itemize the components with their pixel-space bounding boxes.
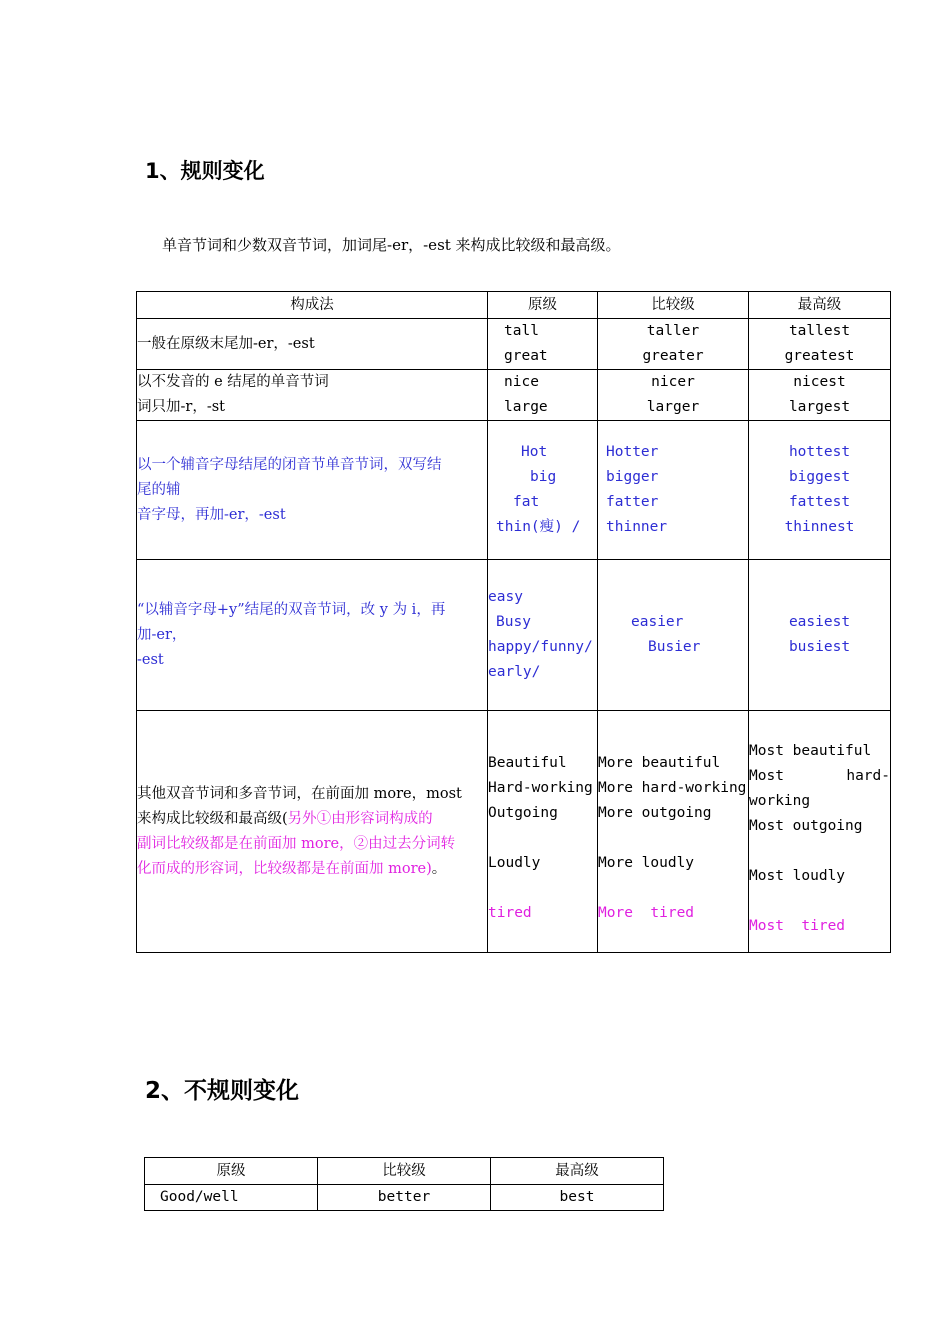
word: nice xyxy=(504,374,539,390)
rule-cell xyxy=(137,560,488,711)
rule-line: -est xyxy=(137,651,164,668)
header-positive: 原级 xyxy=(488,292,598,319)
section-2-heading: 2、不规则变化 xyxy=(145,1078,300,1104)
word: nicer xyxy=(651,374,695,390)
word: hard- xyxy=(846,767,890,784)
word: More beautiful xyxy=(598,755,721,771)
word: Loudly xyxy=(488,855,541,871)
word: easiest xyxy=(788,614,851,630)
comparative-cell xyxy=(598,370,749,421)
word: happy/funny/ xyxy=(488,639,593,655)
positive-cell: Good/well xyxy=(145,1185,318,1211)
comparative-cell xyxy=(598,319,749,370)
word-pair xyxy=(598,901,748,926)
word: taller xyxy=(646,323,700,339)
word: More xyxy=(598,905,633,921)
word-pair xyxy=(749,914,890,939)
header-rule: 构成法 xyxy=(137,292,488,319)
irregular-comparison-table xyxy=(144,1157,664,1211)
word: Hot xyxy=(521,444,548,460)
word: More hard-working xyxy=(598,780,747,796)
word: Hotter xyxy=(606,444,659,460)
superlative-cell xyxy=(749,421,891,560)
table-header-row xyxy=(145,1158,664,1185)
header-positive: 原级 xyxy=(145,1158,318,1185)
word: tired xyxy=(488,905,532,921)
regular-comparison-table xyxy=(136,291,891,953)
rule-text: 其他双音节词和多音节词，在前面加 more，most xyxy=(137,785,462,802)
comparative-cell: better xyxy=(318,1185,491,1211)
rule-note: 另外①由形容词构成的 xyxy=(287,810,433,827)
word: larger xyxy=(646,399,700,415)
word: easy xyxy=(488,589,523,605)
table-row xyxy=(137,711,891,953)
word: Most xyxy=(749,767,784,784)
word: greatest xyxy=(784,348,855,364)
rule-line: 词只加-r，-st xyxy=(137,399,225,415)
rule-line: “以辅音字母+y”结尾的双音节词，改 y 为 i，再 xyxy=(137,601,446,618)
header-comparative: 比较级 xyxy=(318,1158,491,1185)
rule-line: 加-er， xyxy=(137,626,187,643)
word: Outgoing xyxy=(488,805,558,821)
word: Beautiful xyxy=(488,755,567,771)
superlative-cell xyxy=(749,319,891,370)
word: Busy xyxy=(496,614,531,630)
rule-cell xyxy=(137,421,488,560)
word: Hard-working xyxy=(488,780,593,796)
table-row xyxy=(137,421,891,560)
word: More outgoing xyxy=(598,805,712,821)
section-1-heading: 1、规则变化 xyxy=(145,159,265,183)
table-header-row xyxy=(137,292,891,319)
word: largest xyxy=(788,399,851,415)
rule-cell: 一般在原级末尾加-er，-est xyxy=(137,319,488,370)
positive-cell xyxy=(488,421,598,560)
rule-line: 以不发音的 e 结尾的单音节词 xyxy=(137,374,329,390)
word: great xyxy=(504,348,548,364)
word: large xyxy=(504,399,548,415)
positive-cell xyxy=(488,319,598,370)
table-row xyxy=(137,560,891,711)
word: tallest xyxy=(788,323,851,339)
superlative-cell xyxy=(749,370,891,421)
rule-line: 音字母，再加-er，-est xyxy=(137,506,286,523)
positive-cell xyxy=(488,560,598,711)
word: fatter xyxy=(606,494,659,510)
header-superlative: 最高级 xyxy=(491,1158,664,1185)
rule-cell xyxy=(137,370,488,421)
rule-note: 副词比较级都是在前面加 more，②由过去分词转 xyxy=(137,835,456,852)
word: Most beautiful xyxy=(749,742,872,759)
word: Busier xyxy=(648,639,701,655)
superlative-cell xyxy=(749,711,891,953)
header-comparative: 比较级 xyxy=(598,292,749,319)
word: tired xyxy=(801,917,846,934)
positive-cell xyxy=(488,370,598,421)
word: greater xyxy=(642,348,704,364)
word: working xyxy=(749,792,811,809)
word: bigger xyxy=(606,469,659,485)
word: nicest xyxy=(793,374,846,390)
table-row xyxy=(137,319,891,370)
word: big xyxy=(530,469,557,485)
rule-note: 化而成的形容词，比较级都是在前面加 more) xyxy=(137,860,432,877)
word: biggest xyxy=(788,469,851,485)
rule-line: 以一个辅音字母结尾的闭音节单音节词，双写结 xyxy=(137,456,442,473)
rule-text: 。 xyxy=(431,860,447,877)
word: Most outgoing xyxy=(749,817,863,834)
word: More loudly xyxy=(598,855,695,871)
rule-line: 尾的辅 xyxy=(137,481,181,498)
word: Most loudly xyxy=(749,867,846,884)
word: fattest xyxy=(788,494,851,510)
word: early/ xyxy=(488,664,541,680)
word: Most xyxy=(749,917,784,934)
section-1-intro: 单音节词和少数双音节词，加词尾-er，-est 来构成比较级和最高级。 xyxy=(162,236,621,254)
word: thin(瘦) / xyxy=(496,519,581,535)
word: thinner xyxy=(606,519,668,535)
word: busiest xyxy=(788,639,851,655)
table-row xyxy=(145,1185,664,1211)
positive-cell xyxy=(488,711,598,953)
header-superlative: 最高级 xyxy=(749,292,891,319)
comparative-cell xyxy=(598,711,749,953)
word: hottest xyxy=(788,444,851,460)
word: thinnest xyxy=(784,519,855,535)
word: fat xyxy=(513,494,540,510)
comparative-cell xyxy=(598,560,749,711)
superlative-cell: best xyxy=(491,1185,664,1211)
word: tall xyxy=(504,323,539,339)
word: easier xyxy=(631,614,684,630)
comparative-cell xyxy=(598,421,749,560)
word: tired xyxy=(650,905,695,921)
rule-text: 来构成比较级和最高级( xyxy=(137,810,288,827)
superlative-cell xyxy=(749,560,891,711)
table-row xyxy=(137,370,891,421)
rule-cell xyxy=(137,711,488,953)
word-pair xyxy=(749,764,890,789)
